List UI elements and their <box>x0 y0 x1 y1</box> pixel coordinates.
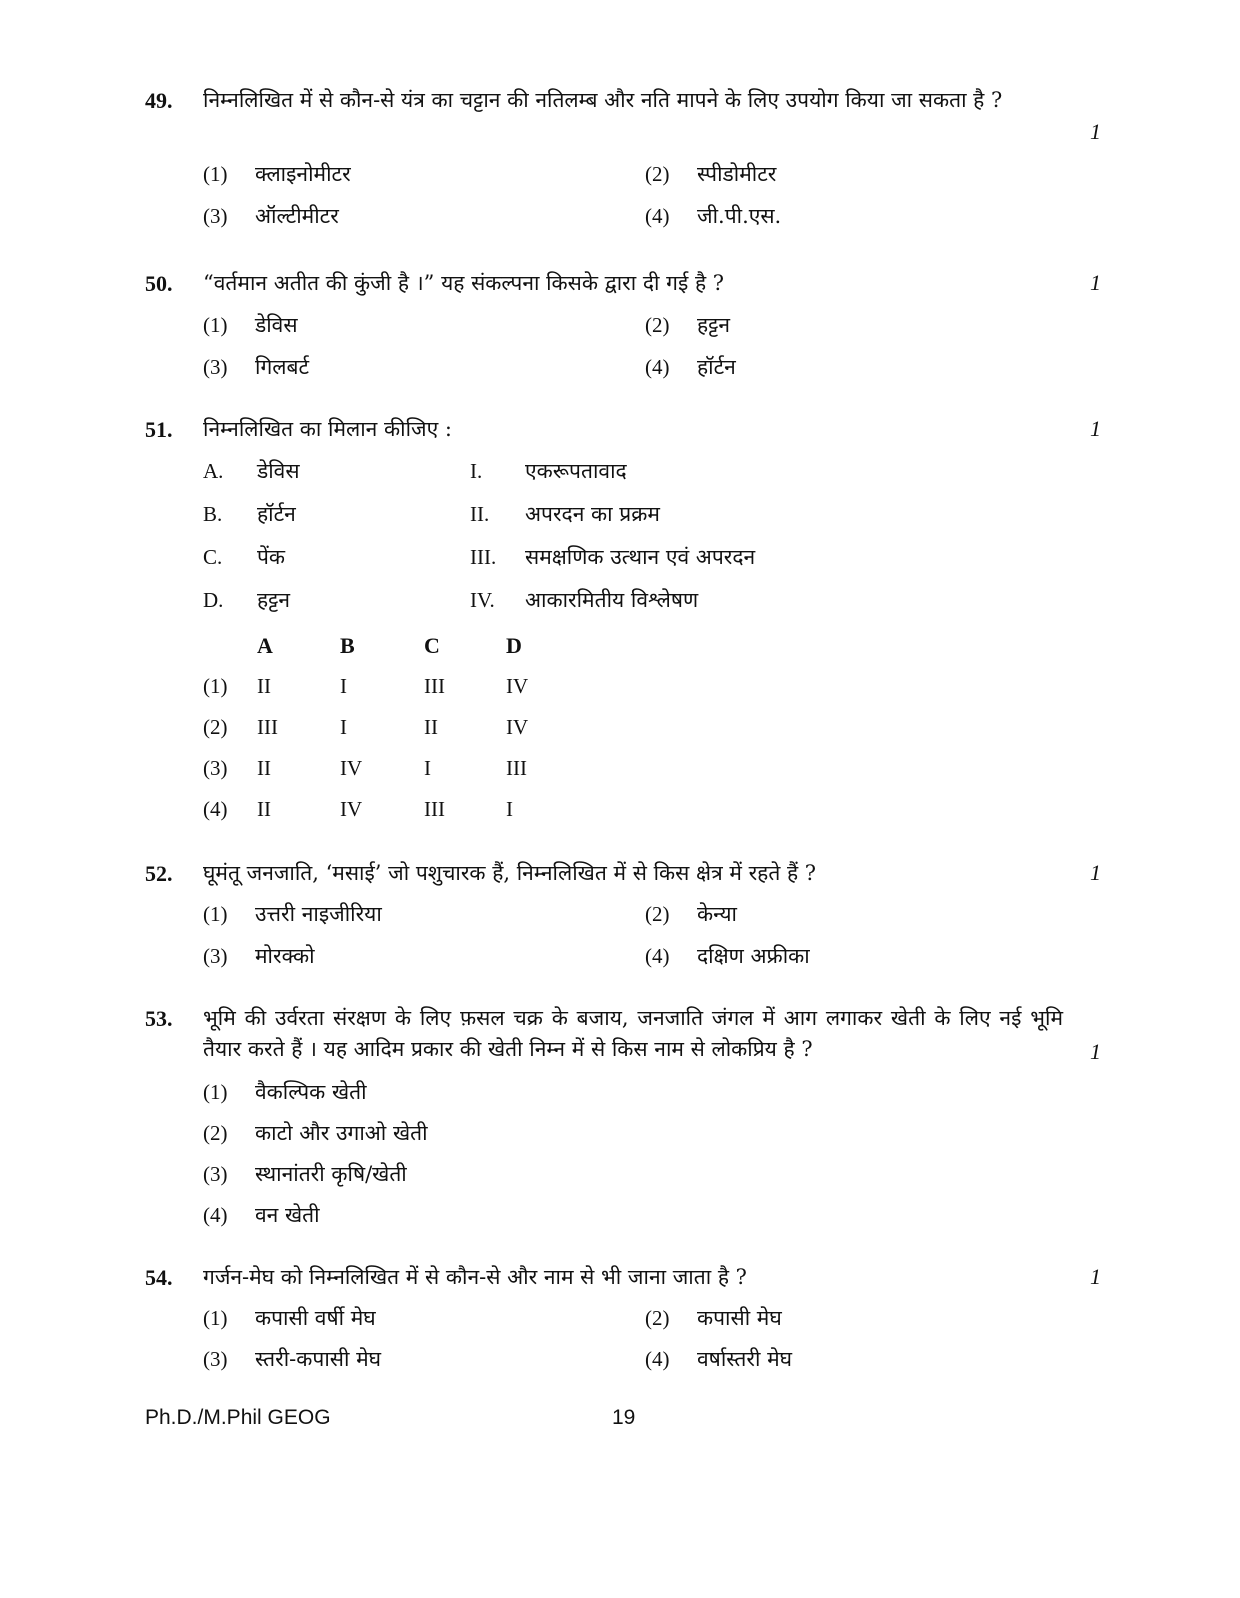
match-left-text: हॉर्टन <box>257 502 296 526</box>
answer-header: D <box>506 633 522 658</box>
match-right-label: IV. <box>470 588 495 612</box>
question-marks: 1 <box>1090 119 1101 144</box>
question-number: 52. <box>145 861 173 886</box>
option-3: (3) ऑल्टीमीटर <box>203 204 339 228</box>
question-marks: 1 <box>1090 270 1101 295</box>
question-marks: 1 <box>1090 1264 1101 1289</box>
question-number: 50. <box>145 271 173 296</box>
question-text: भूमि की उर्वरता संरक्षण के लिए फ़सल चक्र के बजाय, जनजाति जंगल में आग लगाकर खेती के लिए नई भूमि तैयार करते हैं । यह आदिम प्रकार की खेती निम्न में से किस नाम से लोकप्रिय है ? <box>203 1006 1063 1061</box>
option-1: (1) वैकल्पिक खेती <box>203 1080 367 1104</box>
option-2: (2) स्पीडोमीटर <box>645 162 777 186</box>
question-text: निम्नलिखित का मिलान कीजिए : <box>203 417 452 441</box>
match-left-text: डेविस <box>257 459 300 483</box>
answer-cell: I <box>424 756 431 780</box>
option-2: (2) काटो और उगाओ खेती <box>203 1121 428 1145</box>
answer-row-number: (3) <box>203 756 228 780</box>
option-1: (1) डेविस <box>203 313 298 337</box>
question-marks: 1 <box>1090 860 1101 885</box>
option-2: (2) केन्या <box>645 902 737 926</box>
answer-header: A <box>257 633 273 658</box>
match-right-text: एकरूपतावाद <box>525 459 627 483</box>
match-left-label: A. <box>203 459 224 483</box>
answer-cell: III <box>506 756 527 780</box>
question-number: 49. <box>145 88 173 113</box>
match-right-label: III. <box>470 545 497 569</box>
question-number: 51. <box>145 417 173 442</box>
answer-header: C <box>424 633 440 658</box>
question-text: “वर्तमान अतीत की कुंजी है ।” यह संकल्पना किसके द्वारा दी गई है ? <box>203 271 725 295</box>
option-4: (4) वन खेती <box>203 1203 320 1227</box>
option-3: (3) गिलबर्ट <box>203 355 310 379</box>
option-1: (1) उत्तरी नाइजीरिया <box>203 902 382 926</box>
match-left-text: हट्टन <box>257 588 291 612</box>
match-left-label: D. <box>203 588 224 612</box>
option-1: (1) कपासी वर्षी मेघ <box>203 1306 376 1330</box>
option-4: (4) वर्षास्तरी मेघ <box>645 1347 793 1371</box>
question-text: गर्जन-मेघ को निम्नलिखित में से कौन-से और नाम से भी जाना जाता है ? <box>203 1265 747 1289</box>
answer-row-number: (2) <box>203 715 228 739</box>
answer-cell: III <box>257 715 278 739</box>
option-4: (4) जी.पी.एस. <box>645 204 782 228</box>
answer-cell: IV <box>506 715 529 739</box>
match-right-text: अपरदन का प्रक्रम <box>525 502 660 526</box>
question-number: 54. <box>145 1265 173 1290</box>
answer-cell: IV <box>506 674 529 698</box>
question-marks: 1 <box>1090 416 1101 441</box>
option-3: (3) स्थानांतरी कृषि/खेती <box>203 1162 407 1186</box>
answer-cell: I <box>506 797 513 821</box>
question-text: घूमंतू जनजाति, ‘मसाई’ जो पशुचारक हैं, निम्नलिखित में से किस क्षेत्र में रहते हैं ? <box>203 861 817 885</box>
answer-cell: III <box>424 674 445 698</box>
answer-cell: II <box>257 674 271 698</box>
option-3: (3) मोरक्को <box>203 944 315 968</box>
option-4: (4) हॉर्टन <box>645 355 736 379</box>
answer-cell: III <box>424 797 445 821</box>
option-2: (2) कपासी मेघ <box>645 1306 782 1330</box>
option-4: (4) दक्षिण अफ्रीका <box>645 944 810 968</box>
answer-cell: II <box>257 756 271 780</box>
answer-row-number: (1) <box>203 674 228 698</box>
option-3: (3) स्तरी-कपासी मेघ <box>203 1347 382 1371</box>
option-2: (2) हट्टन <box>645 313 731 337</box>
match-left-label: C. <box>203 545 223 569</box>
answer-cell: IV <box>340 756 363 780</box>
match-right-text: आकारमितीय विश्लेषण <box>525 588 699 612</box>
question-marks: 1 <box>1090 1039 1101 1064</box>
answer-row-number: (4) <box>203 797 228 821</box>
answer-cell: IV <box>340 797 363 821</box>
match-left-text: पेंक <box>257 545 286 569</box>
answer-cell: II <box>257 797 271 821</box>
answer-header: B <box>340 633 355 658</box>
match-left-label: B. <box>203 502 223 526</box>
match-right-text: समक्षणिक उत्थान एवं अपरदन <box>525 545 756 569</box>
footer-course-code: Ph.D./M.Phil GEOG <box>145 1406 331 1429</box>
page-number: 19 <box>612 1406 636 1429</box>
answer-cell: II <box>424 715 438 739</box>
match-right-label: I. <box>470 459 483 483</box>
answer-cell: I <box>340 674 347 698</box>
question-text: निम्नलिखित में से कौन-से यंत्र का चट्टान की नतिलम्ब और नति मापने के लिए उपयोग किया जा सकता है ? <box>203 88 1003 112</box>
question-number: 53. <box>145 1006 173 1031</box>
answer-cell: I <box>340 715 347 739</box>
option-1: (1) क्लाइनोमीटर <box>203 162 351 186</box>
match-right-label: II. <box>470 502 490 526</box>
